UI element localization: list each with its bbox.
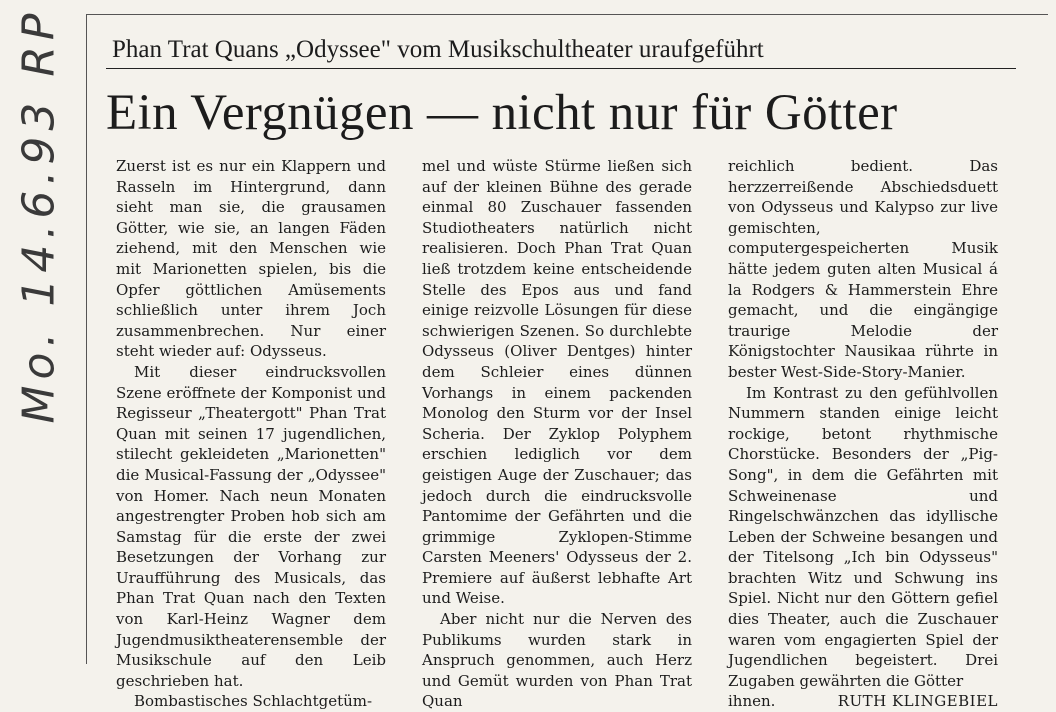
article-column-2 — [422, 156, 692, 712]
closing-word: ihnen. — [728, 692, 776, 711]
author-byline: RUTH KLINGEBIEL — [837, 692, 998, 711]
handwritten-date-note — [2, 7, 76, 423]
byline-row — [728, 691, 998, 712]
paragraph: reichlich bedient. Das herzzerreißende Abschiedsduett von Odysseus und Kalypso zur live gemischten, computergespeicherten Musik hätte jedem guten alten Musical á la Rodgers & Hammerstein Ehre gemacht, und die eingängige traurige Melodie der Königstochter Nausikaa rührte in bester West-Side-Story-Manier. — [728, 157, 998, 381]
article-column-1 — [116, 156, 386, 712]
paragraph: Bombastisches Schlachtgetüm- — [134, 692, 373, 711]
margin-note-text: Mo. 14.6.93 RP — [13, 7, 65, 423]
paragraph: Zuerst ist es nur ein Klappern und Rasseln im Hintergrund, dann sieht man sie, die grausamen Götter, wie sie, an langen Fäden ziehend, mit den Menschen wie mit Marionetten spielen, bis die Opfer göttlichen Amüsements schließlich unter ihrem Joch zusammenbrechen. Nur einer steht wieder auf: Odysseus. — [116, 157, 386, 361]
article-column-3 — [728, 156, 998, 712]
article-subtitle: Phan Trat Quans „Odyssee" vom Musikschultheater uraufgeführt — [112, 36, 764, 63]
paragraph: Im Kontrast zu den gefühlvollen Nummern standen einige leicht rockige, betont rhythmische Chorstücke. Besonders der „Pig-Song", in dem die Gefährten mit Schweinenase und Ringelschwänzchen das idyllische Leben der Schweine besangen und der Titelsong „Ich bin Odysseus" brachten Witz und Schwung ins Spiel. Nicht nur den Göttern gefiel dies Theater, auch die Zuschauer waren vom engagierten Spiel der Jugendlichen begeistert. Drei Zugaben gewährten die Götter — [728, 383, 998, 690]
paragraph: Mit dieser eindrucksvollen Szene eröffnete der Komponist und Regisseur „Theatergott" Phan Trat Quan mit seinen 17 jugendlichen, stilecht gekleideten „Marionetten" die Musical-Fassung der „Odyssee" von Homer. Nach neun Monaten angestrengter Proben hob sich am Samstag für die erste der zwei Besetzungen der Vorhang zur Uraufführung des Musicals, das Phan Trat Quan nach den Texten von Karl-Heinz Wagner dem Jugendmusiktheaterensemble der Musikschule auf den Leib geschrieben hat. — [116, 362, 386, 690]
subtitle-rule — [106, 68, 1016, 69]
paragraph: Aber nicht nur die Nerven des Publikums wurden stark in Anspruch genommen, auch Herz und Gemüt wurden von Phan Trat Quan — [422, 610, 692, 711]
paragraph: mel und wüste Stürme ließen sich auf der kleinen Bühne des gerade einmal 80 Zuschauer fassenden Studiotheaters natürlich nicht realisieren. Doch Phan Trat Quan ließ trotzdem keine entscheidende Stelle des Epos aus und fand einige reizvolle Lösungen für diese schwierigen Szenen. So durchlebte Odysseus (Oliver Dentges) hinter dem Schleier eines dünnen Vorhangs in einem packenden Monolog den Sturm vor der Insel Scheria. Der Zyklop Polyphem erschien lediglich vor dem geistigen Auge der Zuschauer; das jedoch durch die eindrucksvolle Pantomime der Gefährten und die grimmige Zyklopen-Stimme Carsten Meeners' Odysseus der 2. Premiere auf äußerst lebhafte Art und Weise. — [422, 157, 692, 608]
article-headline: Ein Vergnügen — nicht nur für Götter — [106, 85, 898, 141]
